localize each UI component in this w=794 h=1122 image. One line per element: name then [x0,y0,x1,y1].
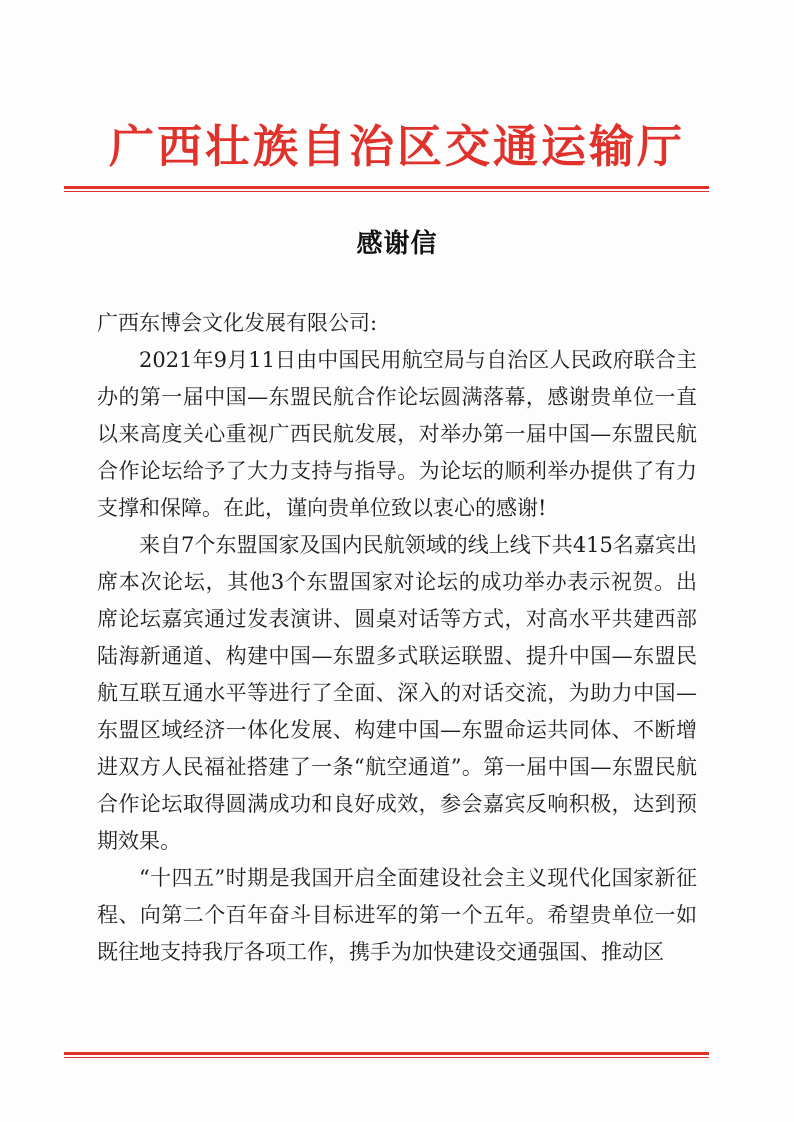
document-title: 感谢信 [356,229,438,259]
paragraph-3: “十四五”时期是我国开启全面建设社会主义现代化国家新征程、向第二个百年奋斗目标进军的第一个五年。希望贵单位一如既往地支持我厅各项工作，携手为加快建设交通强国、推动区 [97,866,697,964]
paragraph-1: 2021年9月11日由中国民用航空局与自治区人民政府联合主办的第一届中国—东盟民航合作论坛圆满落幕，感谢贵单位一直以来高度关心重视广西民航发展，对举办第一届中国—东盟民航合作论坛给予了大力支持与指导。为论坛的顺利举办提供了有力支撑和保障。在此，谨向贵单位致以衷心的感谢! [97,348,697,520]
paragraph-2: 来自7个东盟国家及国内民航领域的线上线下共415名嘉宾出席本次论坛，其他3个东盟国家对论坛的成功举办表示祝贺。出席论坛嘉宾通过发表演讲、圆桌对话等方式，对高水平共建西部陆海新通道、构建中国—东盟多式联运联盟、提升中国—东盟民航互联互通水平等进行了全面、深入的对话交流，为助力中国—东盟区域经济一体化发展、构建中国—东盟命运共同体、不断增进双方人民福祉搭建了一条“航空通道”。第一届中国—东盟民航合作论坛取得圆满成功和良好成效，参会嘉宾反响积极，达到预期效果。 [97,533,697,853]
salutation: 广西东博会文化发展有限公司: [97,311,378,335]
footer-rule-thin [64,1057,709,1058]
letterhead-rule-thick [64,186,709,189]
letterhead-org-name: 广西壮族自治区交通运输厅 [108,120,685,173]
letter-body [97,305,697,971]
letterhead-rule-thin [64,191,709,192]
footer-rule-thick [64,1052,709,1055]
